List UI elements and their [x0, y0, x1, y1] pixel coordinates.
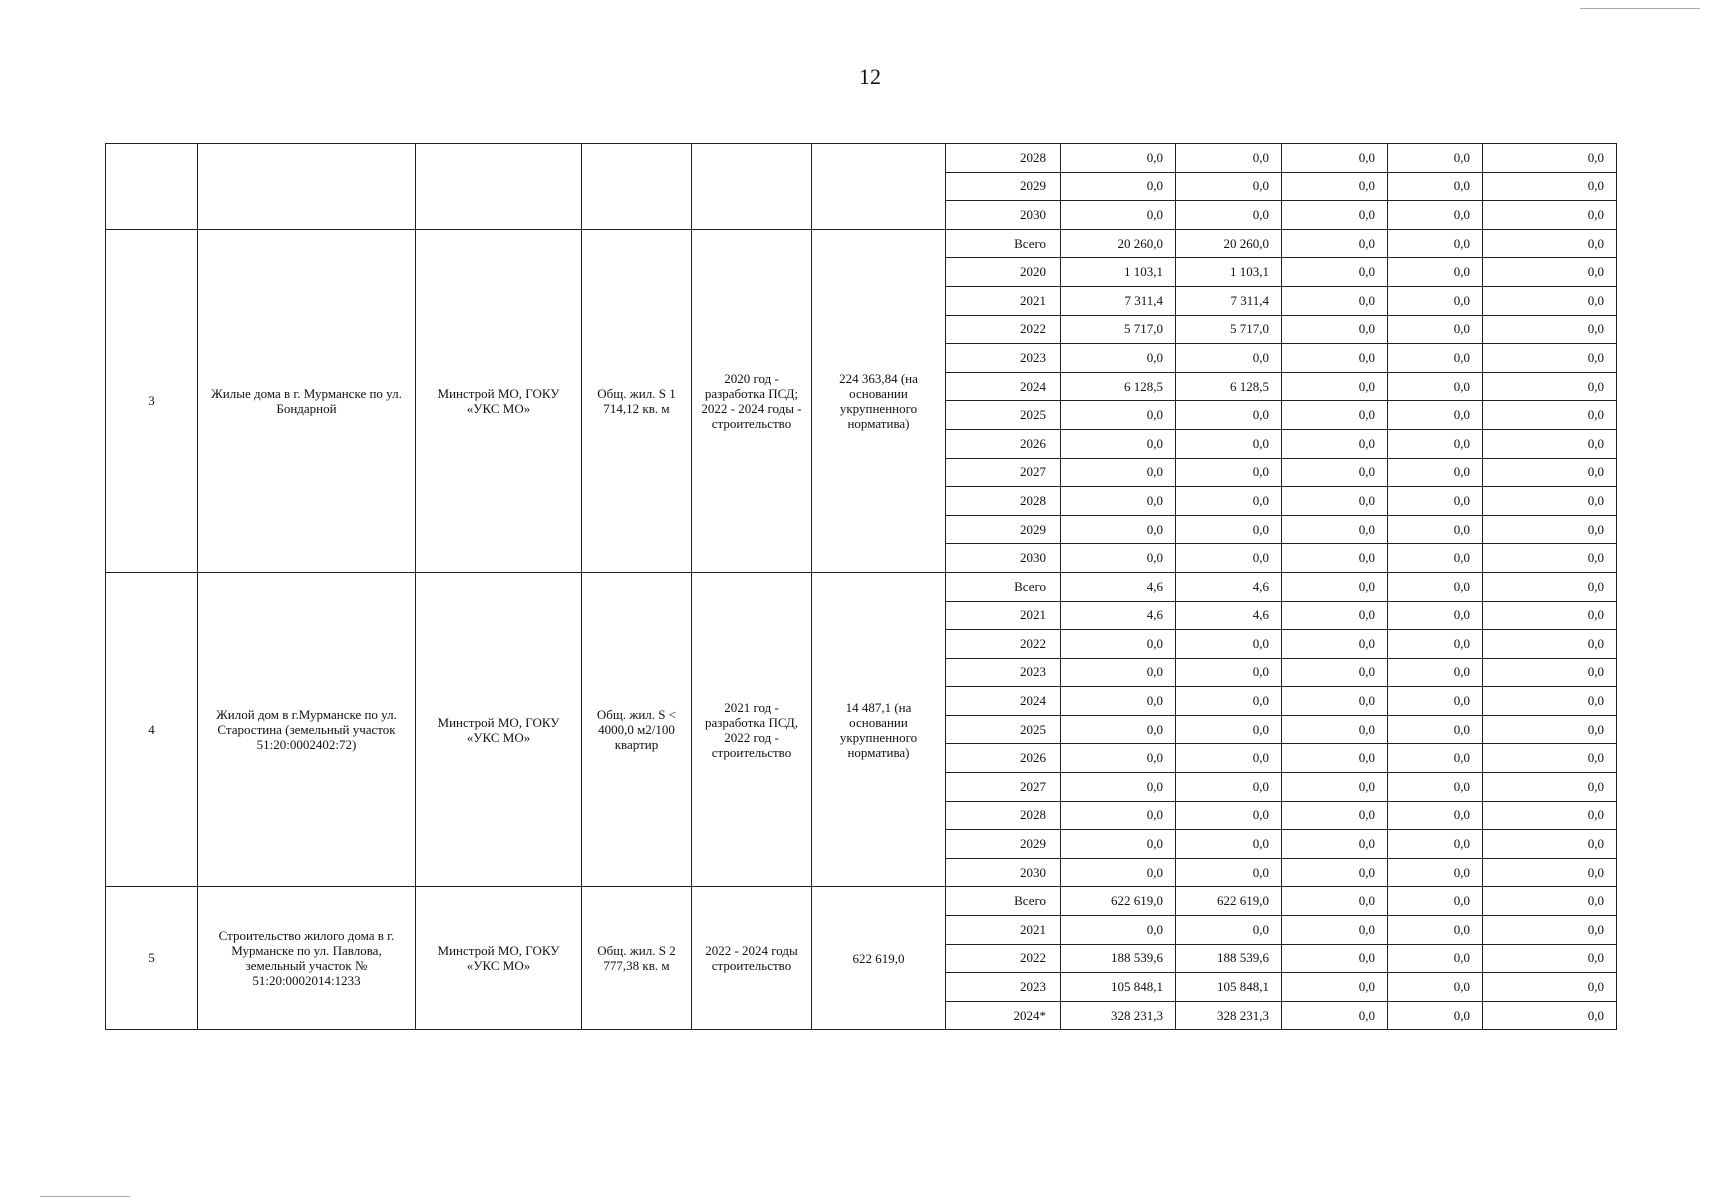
year-cell: 2025 — [946, 401, 1061, 430]
federal-budget-value: 0,0 — [1282, 887, 1388, 916]
local-budget-value: 0,0 — [1388, 201, 1483, 230]
year-cell: 2029 — [946, 830, 1061, 859]
total-value: 0,0 — [1061, 801, 1176, 830]
regional-budget-value: 328 231,3 — [1176, 1001, 1282, 1030]
regional-budget-value: 5 717,0 — [1176, 315, 1282, 344]
total-value: 0,0 — [1061, 916, 1176, 945]
local-budget-value: 0,0 — [1388, 286, 1483, 315]
object-name: Жилой дом в г.Мурманске по ул. Старостина (земельный участок 51:20:0002402:72) — [198, 572, 416, 887]
object-name: Строительство жилого дома в г. Мурманске по ул. Павлова, земельный участок № 51:20:0002014:1233 — [198, 887, 416, 1030]
object-capacity: Общ. жил. S < 4000,0 м2/100 квартир — [582, 572, 692, 887]
regional-budget-value: 0,0 — [1176, 687, 1282, 716]
implementation-period: 2022 - 2024 годы строительство — [692, 887, 812, 1030]
federal-budget-value: 0,0 — [1282, 916, 1388, 945]
federal-budget-value: 0,0 — [1282, 487, 1388, 516]
other-sources-value: 0,0 — [1483, 773, 1617, 802]
local-budget-value: 0,0 — [1388, 601, 1483, 630]
regional-budget-value: 0,0 — [1176, 658, 1282, 687]
object-capacity: Общ. жил. S 2 777,38 кв. м — [582, 887, 692, 1030]
total-value: 0,0 — [1061, 630, 1176, 659]
year-cell: 2025 — [946, 715, 1061, 744]
object-number: 3 — [106, 229, 198, 572]
other-sources-value: 0,0 — [1483, 429, 1617, 458]
federal-budget-value: 0,0 — [1282, 744, 1388, 773]
implementation-period: 2021 год - разработка ПСД, 2022 год - строительство — [692, 572, 812, 887]
other-sources-value: 0,0 — [1483, 229, 1617, 258]
regional-budget-value: 0,0 — [1176, 715, 1282, 744]
year-cell: 2026 — [946, 429, 1061, 458]
total-value: 0,0 — [1061, 429, 1176, 458]
year-cell: 2023 — [946, 658, 1061, 687]
table-row — [106, 144, 1617, 173]
year-cell: 2027 — [946, 773, 1061, 802]
other-sources-value: 0,0 — [1483, 630, 1617, 659]
other-sources-value: 0,0 — [1483, 544, 1617, 573]
federal-budget-value: 0,0 — [1282, 315, 1388, 344]
regional-budget-value: 188 539,6 — [1176, 944, 1282, 973]
other-sources-value: 0,0 — [1483, 744, 1617, 773]
year-cell: 2027 — [946, 458, 1061, 487]
federal-budget-value: 0,0 — [1282, 858, 1388, 887]
year-cell: Всего — [946, 572, 1061, 601]
regional-budget-value: 0,0 — [1176, 144, 1282, 173]
local-budget-value: 0,0 — [1388, 487, 1483, 516]
estimated-cost: 622 619,0 — [812, 887, 946, 1030]
estimated-cost: 14 487,1 (на основании укрупненного норматива) — [812, 572, 946, 887]
local-budget-value: 0,0 — [1388, 315, 1483, 344]
federal-budget-value: 0,0 — [1282, 973, 1388, 1002]
total-value: 0,0 — [1061, 344, 1176, 373]
other-sources-value: 0,0 — [1483, 401, 1617, 430]
regional-budget-value: 105 848,1 — [1176, 973, 1282, 1002]
local-budget-value: 0,0 — [1388, 715, 1483, 744]
federal-budget-value: 0,0 — [1282, 801, 1388, 830]
year-cell: 2028 — [946, 801, 1061, 830]
year-cell: 2022 — [946, 630, 1061, 659]
regional-budget-value: 0,0 — [1176, 773, 1282, 802]
total-value: 0,0 — [1061, 658, 1176, 687]
total-value: 0,0 — [1061, 858, 1176, 887]
other-sources-value: 0,0 — [1483, 887, 1617, 916]
total-value: 0,0 — [1061, 744, 1176, 773]
other-sources-value: 0,0 — [1483, 916, 1617, 945]
customer-name: Минстрой МО, ГОКУ «УКС МО» — [416, 572, 582, 887]
federal-budget-value: 0,0 — [1282, 144, 1388, 173]
local-budget-value: 0,0 — [1388, 658, 1483, 687]
customer-cell — [416, 144, 582, 230]
total-value: 0,0 — [1061, 830, 1176, 859]
federal-budget-value: 0,0 — [1282, 401, 1388, 430]
federal-budget-value: 0,0 — [1282, 458, 1388, 487]
local-budget-value: 0,0 — [1388, 1001, 1483, 1030]
implementation-period: 2020 год - разработка ПСД; 2022 - 2024 годы - строительство — [692, 229, 812, 572]
year-cell: 2024 — [946, 687, 1061, 716]
local-budget-value: 0,0 — [1388, 687, 1483, 716]
year-cell: 2030 — [946, 201, 1061, 230]
regional-budget-value: 0,0 — [1176, 458, 1282, 487]
total-value: 0,0 — [1061, 773, 1176, 802]
federal-budget-value: 0,0 — [1282, 601, 1388, 630]
local-budget-value: 0,0 — [1388, 544, 1483, 573]
local-budget-value: 0,0 — [1388, 429, 1483, 458]
federal-budget-value: 0,0 — [1282, 515, 1388, 544]
object-no-cell — [106, 144, 198, 230]
regional-budget-value: 0,0 — [1176, 801, 1282, 830]
regional-budget-value: 0,0 — [1176, 858, 1282, 887]
other-sources-value: 0,0 — [1483, 687, 1617, 716]
local-budget-value: 0,0 — [1388, 144, 1483, 173]
total-value: 20 260,0 — [1061, 229, 1176, 258]
other-sources-value: 0,0 — [1483, 858, 1617, 887]
regional-budget-value: 622 619,0 — [1176, 887, 1282, 916]
other-sources-value: 0,0 — [1483, 973, 1617, 1002]
scan-artifact-top-right — [1580, 8, 1700, 9]
regional-budget-value: 0,0 — [1176, 916, 1282, 945]
year-cell: 2020 — [946, 258, 1061, 287]
year-cell: 2021 — [946, 286, 1061, 315]
total-value: 105 848,1 — [1061, 973, 1176, 1002]
other-sources-value: 0,0 — [1483, 144, 1617, 173]
local-budget-value: 0,0 — [1388, 944, 1483, 973]
year-cell: 2030 — [946, 544, 1061, 573]
total-value: 0,0 — [1061, 487, 1176, 516]
federal-budget-value: 0,0 — [1282, 1001, 1388, 1030]
federal-budget-value: 0,0 — [1282, 773, 1388, 802]
cost-cell — [812, 144, 946, 230]
regional-budget-value: 0,0 — [1176, 744, 1282, 773]
local-budget-value: 0,0 — [1388, 744, 1483, 773]
other-sources-value: 0,0 — [1483, 944, 1617, 973]
local-budget-value: 0,0 — [1388, 229, 1483, 258]
regional-budget-value: 0,0 — [1176, 172, 1282, 201]
local-budget-value: 0,0 — [1388, 515, 1483, 544]
year-cell: 2021 — [946, 601, 1061, 630]
other-sources-value: 0,0 — [1483, 830, 1617, 859]
other-sources-value: 0,0 — [1483, 715, 1617, 744]
year-cell: 2028 — [946, 487, 1061, 516]
total-value: 1 103,1 — [1061, 258, 1176, 287]
total-value: 0,0 — [1061, 201, 1176, 230]
federal-budget-value: 0,0 — [1282, 172, 1388, 201]
other-sources-value: 0,0 — [1483, 658, 1617, 687]
total-value: 0,0 — [1061, 715, 1176, 744]
total-value: 622 619,0 — [1061, 887, 1176, 916]
federal-budget-value: 0,0 — [1282, 715, 1388, 744]
federal-budget-value: 0,0 — [1282, 944, 1388, 973]
federal-budget-value: 0,0 — [1282, 229, 1388, 258]
local-budget-value: 0,0 — [1388, 344, 1483, 373]
federal-budget-value: 0,0 — [1282, 201, 1388, 230]
regional-budget-value: 7 311,4 — [1176, 286, 1282, 315]
other-sources-value: 0,0 — [1483, 601, 1617, 630]
year-cell: 2022 — [946, 315, 1061, 344]
regional-budget-value: 1 103,1 — [1176, 258, 1282, 287]
scan-artifact-bottom-left — [40, 1196, 130, 1197]
table-row — [106, 572, 1617, 601]
local-budget-value: 0,0 — [1388, 973, 1483, 1002]
total-value: 0,0 — [1061, 515, 1176, 544]
local-budget-value: 0,0 — [1388, 572, 1483, 601]
table-row — [106, 229, 1617, 258]
federal-budget-value: 0,0 — [1282, 687, 1388, 716]
year-cell: 2023 — [946, 344, 1061, 373]
regional-budget-value: 6 128,5 — [1176, 372, 1282, 401]
regional-budget-value: 0,0 — [1176, 487, 1282, 516]
total-value: 328 231,3 — [1061, 1001, 1176, 1030]
federal-budget-value: 0,0 — [1282, 544, 1388, 573]
local-budget-value: 0,0 — [1388, 830, 1483, 859]
other-sources-value: 0,0 — [1483, 372, 1617, 401]
federal-budget-value: 0,0 — [1282, 286, 1388, 315]
other-sources-value: 0,0 — [1483, 286, 1617, 315]
local-budget-value: 0,0 — [1388, 372, 1483, 401]
year-cell: 2024 — [946, 372, 1061, 401]
estimated-cost: 224 363,84 (на основании укрупненного норматива) — [812, 229, 946, 572]
total-value: 4,6 — [1061, 601, 1176, 630]
year-cell: Всего — [946, 229, 1061, 258]
year-cell: 2030 — [946, 858, 1061, 887]
total-value: 0,0 — [1061, 144, 1176, 173]
regional-budget-value: 0,0 — [1176, 544, 1282, 573]
object-number: 5 — [106, 887, 198, 1030]
year-cell: 2028 — [946, 144, 1061, 173]
federal-budget-value: 0,0 — [1282, 344, 1388, 373]
local-budget-value: 0,0 — [1388, 172, 1483, 201]
other-sources-value: 0,0 — [1483, 201, 1617, 230]
construction-objects-table — [105, 143, 1617, 1030]
total-value: 0,0 — [1061, 687, 1176, 716]
other-sources-value: 0,0 — [1483, 515, 1617, 544]
local-budget-value: 0,0 — [1388, 258, 1483, 287]
other-sources-value: 0,0 — [1483, 458, 1617, 487]
local-budget-value: 0,0 — [1388, 401, 1483, 430]
other-sources-value: 0,0 — [1483, 1001, 1617, 1030]
year-cell: 2022 — [946, 944, 1061, 973]
federal-budget-value: 0,0 — [1282, 658, 1388, 687]
federal-budget-value: 0,0 — [1282, 372, 1388, 401]
year-cell: 2029 — [946, 515, 1061, 544]
total-value: 6 128,5 — [1061, 372, 1176, 401]
regional-budget-value: 0,0 — [1176, 630, 1282, 659]
year-cell: 2026 — [946, 744, 1061, 773]
object-number: 4 — [106, 572, 198, 887]
local-budget-value: 0,0 — [1388, 801, 1483, 830]
regional-budget-value: 4,6 — [1176, 572, 1282, 601]
year-cell: 2021 — [946, 916, 1061, 945]
object-name: Жилые дома в г. Мурманске по ул. Бондарной — [198, 229, 416, 572]
total-value: 0,0 — [1061, 172, 1176, 201]
total-value: 4,6 — [1061, 572, 1176, 601]
object-name-cell — [198, 144, 416, 230]
year-cell: 2023 — [946, 973, 1061, 1002]
total-value: 0,0 — [1061, 458, 1176, 487]
total-value: 7 311,4 — [1061, 286, 1176, 315]
regional-budget-value: 0,0 — [1176, 401, 1282, 430]
local-budget-value: 0,0 — [1388, 858, 1483, 887]
year-cell: 2029 — [946, 172, 1061, 201]
period-cell — [692, 144, 812, 230]
page-number: 12 — [859, 64, 881, 89]
total-value: 0,0 — [1061, 401, 1176, 430]
other-sources-value: 0,0 — [1483, 801, 1617, 830]
federal-budget-value: 0,0 — [1282, 630, 1388, 659]
total-value: 5 717,0 — [1061, 315, 1176, 344]
total-value: 188 539,6 — [1061, 944, 1176, 973]
year-cell: 2024* — [946, 1001, 1061, 1030]
regional-budget-value: 0,0 — [1176, 344, 1282, 373]
object-capacity: Общ. жил. S 1 714,12 кв. м — [582, 229, 692, 572]
local-budget-value: 0,0 — [1388, 630, 1483, 659]
table-row — [106, 887, 1617, 916]
regional-budget-value: 4,6 — [1176, 601, 1282, 630]
federal-budget-value: 0,0 — [1282, 830, 1388, 859]
other-sources-value: 0,0 — [1483, 344, 1617, 373]
customer-name: Минстрой МО, ГОКУ «УКС МО» — [416, 887, 582, 1030]
local-budget-value: 0,0 — [1388, 887, 1483, 916]
regional-budget-value: 0,0 — [1176, 201, 1282, 230]
regional-budget-value: 0,0 — [1176, 515, 1282, 544]
federal-budget-value: 0,0 — [1282, 429, 1388, 458]
local-budget-value: 0,0 — [1388, 458, 1483, 487]
year-cell: Всего — [946, 887, 1061, 916]
local-budget-value: 0,0 — [1388, 773, 1483, 802]
regional-budget-value: 20 260,0 — [1176, 229, 1282, 258]
customer-name: Минстрой МО, ГОКУ «УКС МО» — [416, 229, 582, 572]
capacity-cell — [582, 144, 692, 230]
other-sources-value: 0,0 — [1483, 258, 1617, 287]
local-budget-value: 0,0 — [1388, 916, 1483, 945]
federal-budget-value: 0,0 — [1282, 258, 1388, 287]
other-sources-value: 0,0 — [1483, 572, 1617, 601]
regional-budget-value: 0,0 — [1176, 830, 1282, 859]
other-sources-value: 0,0 — [1483, 315, 1617, 344]
regional-budget-value: 0,0 — [1176, 429, 1282, 458]
other-sources-value: 0,0 — [1483, 172, 1617, 201]
other-sources-value: 0,0 — [1483, 487, 1617, 516]
federal-budget-value: 0,0 — [1282, 572, 1388, 601]
total-value: 0,0 — [1061, 544, 1176, 573]
